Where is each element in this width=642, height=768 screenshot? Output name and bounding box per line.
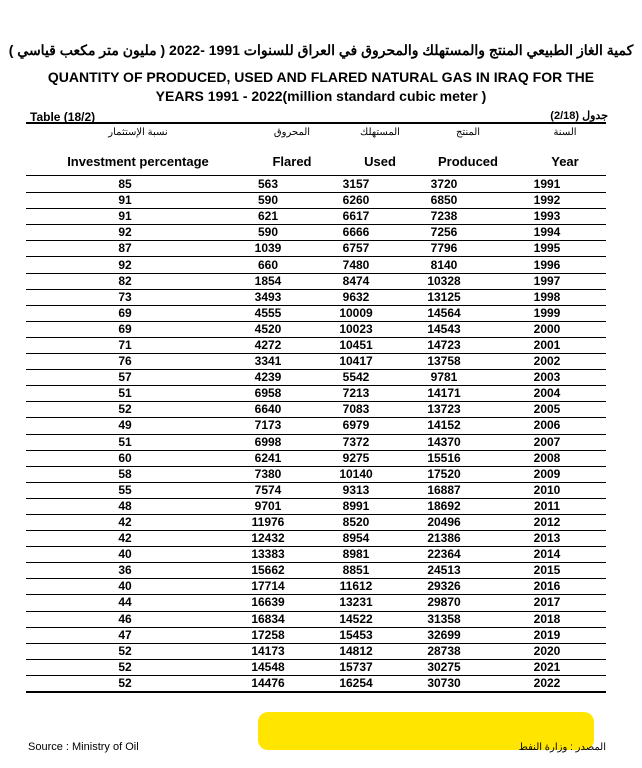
header-rule bbox=[26, 175, 606, 176]
cell-produced: 21386 bbox=[400, 531, 488, 547]
cell-investment: 52 bbox=[26, 675, 224, 692]
cell-investment: 48 bbox=[26, 498, 224, 514]
table-row bbox=[26, 370, 606, 386]
cell-year: 2021 bbox=[488, 659, 606, 675]
table-row bbox=[26, 643, 606, 659]
cell-year: 2018 bbox=[488, 611, 606, 627]
cell-used: 7372 bbox=[312, 434, 400, 450]
cell-used: 7480 bbox=[312, 257, 400, 273]
cell-year: 2012 bbox=[488, 514, 606, 530]
cell-investment: 71 bbox=[26, 337, 224, 353]
cell-produced: 10328 bbox=[400, 273, 488, 289]
cell-used: 6666 bbox=[312, 225, 400, 241]
table-row bbox=[26, 418, 606, 434]
header-flared-arabic: المحروق bbox=[273, 127, 311, 138]
cell-used: 11612 bbox=[312, 579, 400, 595]
header-year-english: Year bbox=[551, 154, 579, 169]
source-english: Source : Ministry of Oil bbox=[28, 741, 139, 753]
table-row bbox=[26, 611, 606, 627]
table-row bbox=[26, 514, 606, 530]
cell-year: 2019 bbox=[488, 627, 606, 643]
cell-produced: 15516 bbox=[400, 450, 488, 466]
cell-produced: 29326 bbox=[400, 579, 488, 595]
cell-year: 2006 bbox=[488, 418, 606, 434]
cell-flared: 621 bbox=[224, 209, 312, 225]
table-row bbox=[26, 563, 606, 579]
cell-year: 2005 bbox=[488, 402, 606, 418]
cell-flared: 16639 bbox=[224, 595, 312, 611]
cell-year: 2017 bbox=[488, 595, 606, 611]
cell-used: 10009 bbox=[312, 305, 400, 321]
cell-used: 10140 bbox=[312, 466, 400, 482]
table-row bbox=[26, 289, 606, 305]
table-row bbox=[26, 321, 606, 337]
cell-produced: 30275 bbox=[400, 659, 488, 675]
cell-investment: 40 bbox=[26, 547, 224, 563]
cell-flared: 12432 bbox=[224, 531, 312, 547]
cell-produced: 14723 bbox=[400, 337, 488, 353]
cell-investment: 58 bbox=[26, 466, 224, 482]
header-flared-english: Flared bbox=[272, 154, 312, 169]
cell-year: 1995 bbox=[488, 241, 606, 257]
cell-flared: 4555 bbox=[224, 305, 312, 321]
cell-investment: 85 bbox=[26, 177, 224, 193]
cell-investment: 46 bbox=[26, 611, 224, 627]
cell-year: 1996 bbox=[488, 257, 606, 273]
cell-produced: 28738 bbox=[400, 643, 488, 659]
table-row bbox=[26, 273, 606, 289]
table-row bbox=[26, 579, 606, 595]
table-top-rule bbox=[26, 122, 606, 124]
cell-investment: 44 bbox=[26, 595, 224, 611]
cell-produced: 6850 bbox=[400, 193, 488, 209]
header-used-arabic: المستهلك bbox=[360, 127, 400, 138]
cell-year: 2016 bbox=[488, 579, 606, 595]
cell-produced: 16887 bbox=[400, 482, 488, 498]
cell-investment: 42 bbox=[26, 514, 224, 530]
cell-used: 13231 bbox=[312, 595, 400, 611]
table-row bbox=[26, 434, 606, 450]
cell-investment: 91 bbox=[26, 209, 224, 225]
cell-produced: 13723 bbox=[400, 402, 488, 418]
cell-investment: 73 bbox=[26, 289, 224, 305]
cell-year: 1998 bbox=[488, 289, 606, 305]
header-year-arabic: السنة bbox=[553, 127, 577, 138]
title-english-line1: QUANTITY OF PRODUCED, USED AND FLARED NATURAL GAS IN IRAQ FOR THE bbox=[47, 69, 595, 85]
cell-flared: 14173 bbox=[224, 643, 312, 659]
cell-flared: 9701 bbox=[224, 498, 312, 514]
cell-used: 16254 bbox=[312, 675, 400, 692]
header-used-english: Used bbox=[364, 154, 396, 169]
cell-used: 8520 bbox=[312, 514, 400, 530]
cell-investment: 55 bbox=[26, 482, 224, 498]
cell-produced: 13125 bbox=[400, 289, 488, 305]
cell-flared: 17258 bbox=[224, 627, 312, 643]
table-row bbox=[26, 402, 606, 418]
cell-year: 2014 bbox=[488, 547, 606, 563]
cell-flared: 14476 bbox=[224, 675, 312, 692]
table-row bbox=[26, 595, 606, 611]
cell-investment: 76 bbox=[26, 354, 224, 370]
cell-used: 15737 bbox=[312, 659, 400, 675]
cell-used: 8981 bbox=[312, 547, 400, 563]
cell-year: 2001 bbox=[488, 337, 606, 353]
cell-produced: 24513 bbox=[400, 563, 488, 579]
cell-used: 8851 bbox=[312, 563, 400, 579]
table-row bbox=[26, 257, 606, 273]
cell-flared: 6640 bbox=[224, 402, 312, 418]
cell-produced: 31358 bbox=[400, 611, 488, 627]
cell-flared: 1854 bbox=[224, 273, 312, 289]
table-row bbox=[26, 675, 606, 692]
cell-flared: 563 bbox=[224, 177, 312, 193]
source-arabic: المصدر : وزارة النفط bbox=[518, 742, 606, 753]
cell-used: 6617 bbox=[312, 209, 400, 225]
cell-produced: 14370 bbox=[400, 434, 488, 450]
cell-flared: 6998 bbox=[224, 434, 312, 450]
table-row bbox=[26, 209, 606, 225]
cell-year: 2007 bbox=[488, 434, 606, 450]
cell-year: 2002 bbox=[488, 354, 606, 370]
cell-produced: 17520 bbox=[400, 466, 488, 482]
cell-used: 9275 bbox=[312, 450, 400, 466]
header-investment-arabic: نسبة الإستثمار bbox=[108, 127, 168, 138]
table-row bbox=[26, 659, 606, 675]
cell-flared: 11976 bbox=[224, 514, 312, 530]
table-row bbox=[26, 193, 606, 209]
cell-flared: 14548 bbox=[224, 659, 312, 675]
cell-year: 2015 bbox=[488, 563, 606, 579]
cell-used: 5542 bbox=[312, 370, 400, 386]
cell-used: 7213 bbox=[312, 386, 400, 402]
cell-used: 3157 bbox=[312, 177, 400, 193]
cell-used: 6757 bbox=[312, 241, 400, 257]
cell-investment: 47 bbox=[26, 627, 224, 643]
cell-flared: 4239 bbox=[224, 370, 312, 386]
cell-investment: 51 bbox=[26, 434, 224, 450]
cell-used: 8954 bbox=[312, 531, 400, 547]
cell-year: 2008 bbox=[488, 450, 606, 466]
cell-investment: 69 bbox=[26, 321, 224, 337]
table-row bbox=[26, 354, 606, 370]
cell-year: 2003 bbox=[488, 370, 606, 386]
title-arabic: كمية الغاز الطبيعي المنتج والمستهلك والمحروق في العراق للسنوات 1991 -2022 ( مليون متر مكعب قياسي ) bbox=[8, 42, 634, 58]
table-row bbox=[26, 531, 606, 547]
cell-used: 8991 bbox=[312, 498, 400, 514]
cell-produced: 29870 bbox=[400, 595, 488, 611]
cell-used: 15453 bbox=[312, 627, 400, 643]
cell-used: 6260 bbox=[312, 193, 400, 209]
cell-investment: 60 bbox=[26, 450, 224, 466]
cell-year: 1993 bbox=[488, 209, 606, 225]
cell-year: 1997 bbox=[488, 273, 606, 289]
cell-flared: 3493 bbox=[224, 289, 312, 305]
cell-flared: 7380 bbox=[224, 466, 312, 482]
table-row bbox=[26, 177, 606, 193]
cell-used: 9632 bbox=[312, 289, 400, 305]
cell-used: 7083 bbox=[312, 402, 400, 418]
cell-produced: 22364 bbox=[400, 547, 488, 563]
cell-year: 2004 bbox=[488, 386, 606, 402]
gas-table bbox=[26, 177, 606, 693]
table-row bbox=[26, 337, 606, 353]
cell-flared: 1039 bbox=[224, 241, 312, 257]
cell-year: 2013 bbox=[488, 531, 606, 547]
cell-investment: 42 bbox=[26, 531, 224, 547]
cell-produced: 14543 bbox=[400, 321, 488, 337]
cell-investment: 69 bbox=[26, 305, 224, 321]
cell-produced: 14152 bbox=[400, 418, 488, 434]
cell-used: 10023 bbox=[312, 321, 400, 337]
cell-flared: 590 bbox=[224, 193, 312, 209]
cell-investment: 57 bbox=[26, 370, 224, 386]
cell-investment: 52 bbox=[26, 402, 224, 418]
cell-investment: 49 bbox=[26, 418, 224, 434]
cell-produced: 14171 bbox=[400, 386, 488, 402]
cell-flared: 15662 bbox=[224, 563, 312, 579]
cell-flared: 16834 bbox=[224, 611, 312, 627]
cell-year: 1994 bbox=[488, 225, 606, 241]
cell-used: 10417 bbox=[312, 354, 400, 370]
cell-produced: 9781 bbox=[400, 370, 488, 386]
cell-year: 2020 bbox=[488, 643, 606, 659]
cell-flared: 590 bbox=[224, 225, 312, 241]
cell-flared: 3341 bbox=[224, 354, 312, 370]
cell-flared: 13383 bbox=[224, 547, 312, 563]
cell-investment: 92 bbox=[26, 257, 224, 273]
title-english-line2: YEARS 1991 - 2022(million standard cubic meter ) bbox=[155, 88, 487, 104]
cell-investment: 36 bbox=[26, 563, 224, 579]
table-row bbox=[26, 547, 606, 563]
table-row bbox=[26, 627, 606, 643]
cell-produced: 18692 bbox=[400, 498, 488, 514]
cell-produced: 8140 bbox=[400, 257, 488, 273]
cell-year: 2011 bbox=[488, 498, 606, 514]
cell-produced: 30730 bbox=[400, 675, 488, 692]
cell-flared: 4520 bbox=[224, 321, 312, 337]
cell-produced: 3720 bbox=[400, 177, 488, 193]
table-id-arabic: جدول (2/18) bbox=[550, 110, 608, 122]
cell-used: 14812 bbox=[312, 643, 400, 659]
cell-investment: 52 bbox=[26, 659, 224, 675]
cell-flared: 6958 bbox=[224, 386, 312, 402]
table-row bbox=[26, 450, 606, 466]
table-id-english: Table (18/2) bbox=[30, 110, 96, 124]
table-row bbox=[26, 225, 606, 241]
cell-produced: 20496 bbox=[400, 514, 488, 530]
table-row bbox=[26, 305, 606, 321]
cell-produced: 7796 bbox=[400, 241, 488, 257]
cell-used: 6979 bbox=[312, 418, 400, 434]
title-english bbox=[0, 68, 642, 106]
cell-investment: 52 bbox=[26, 643, 224, 659]
cell-investment: 87 bbox=[26, 241, 224, 257]
cell-investment: 40 bbox=[26, 579, 224, 595]
cell-produced: 32699 bbox=[400, 627, 488, 643]
table-row bbox=[26, 498, 606, 514]
cell-produced: 7238 bbox=[400, 209, 488, 225]
cell-year: 2022 bbox=[488, 675, 606, 692]
cell-year: 2009 bbox=[488, 466, 606, 482]
cell-investment: 82 bbox=[26, 273, 224, 289]
cell-year: 1999 bbox=[488, 305, 606, 321]
cell-used: 8474 bbox=[312, 273, 400, 289]
header-investment-english: Investment percentage bbox=[67, 154, 209, 169]
table-row bbox=[26, 386, 606, 402]
cell-year: 2000 bbox=[488, 321, 606, 337]
cell-year: 1991 bbox=[488, 177, 606, 193]
header-produced-arabic: المنتج bbox=[455, 127, 481, 138]
table-row bbox=[26, 466, 606, 482]
cell-flared: 4272 bbox=[224, 337, 312, 353]
cell-investment: 91 bbox=[26, 193, 224, 209]
cell-flared: 17714 bbox=[224, 579, 312, 595]
cell-flared: 660 bbox=[224, 257, 312, 273]
header-produced-english: Produced bbox=[438, 154, 498, 169]
cell-produced: 14564 bbox=[400, 305, 488, 321]
cell-used: 9313 bbox=[312, 482, 400, 498]
table-row bbox=[26, 241, 606, 257]
cell-flared: 6241 bbox=[224, 450, 312, 466]
table-body bbox=[26, 177, 606, 692]
cell-year: 2010 bbox=[488, 482, 606, 498]
table-row bbox=[26, 482, 606, 498]
cell-flared: 7173 bbox=[224, 418, 312, 434]
cell-produced: 13758 bbox=[400, 354, 488, 370]
cell-flared: 7574 bbox=[224, 482, 312, 498]
cell-investment: 51 bbox=[26, 386, 224, 402]
cell-used: 10451 bbox=[312, 337, 400, 353]
cell-investment: 92 bbox=[26, 225, 224, 241]
cell-produced: 7256 bbox=[400, 225, 488, 241]
cell-used: 14522 bbox=[312, 611, 400, 627]
cell-year: 1992 bbox=[488, 193, 606, 209]
